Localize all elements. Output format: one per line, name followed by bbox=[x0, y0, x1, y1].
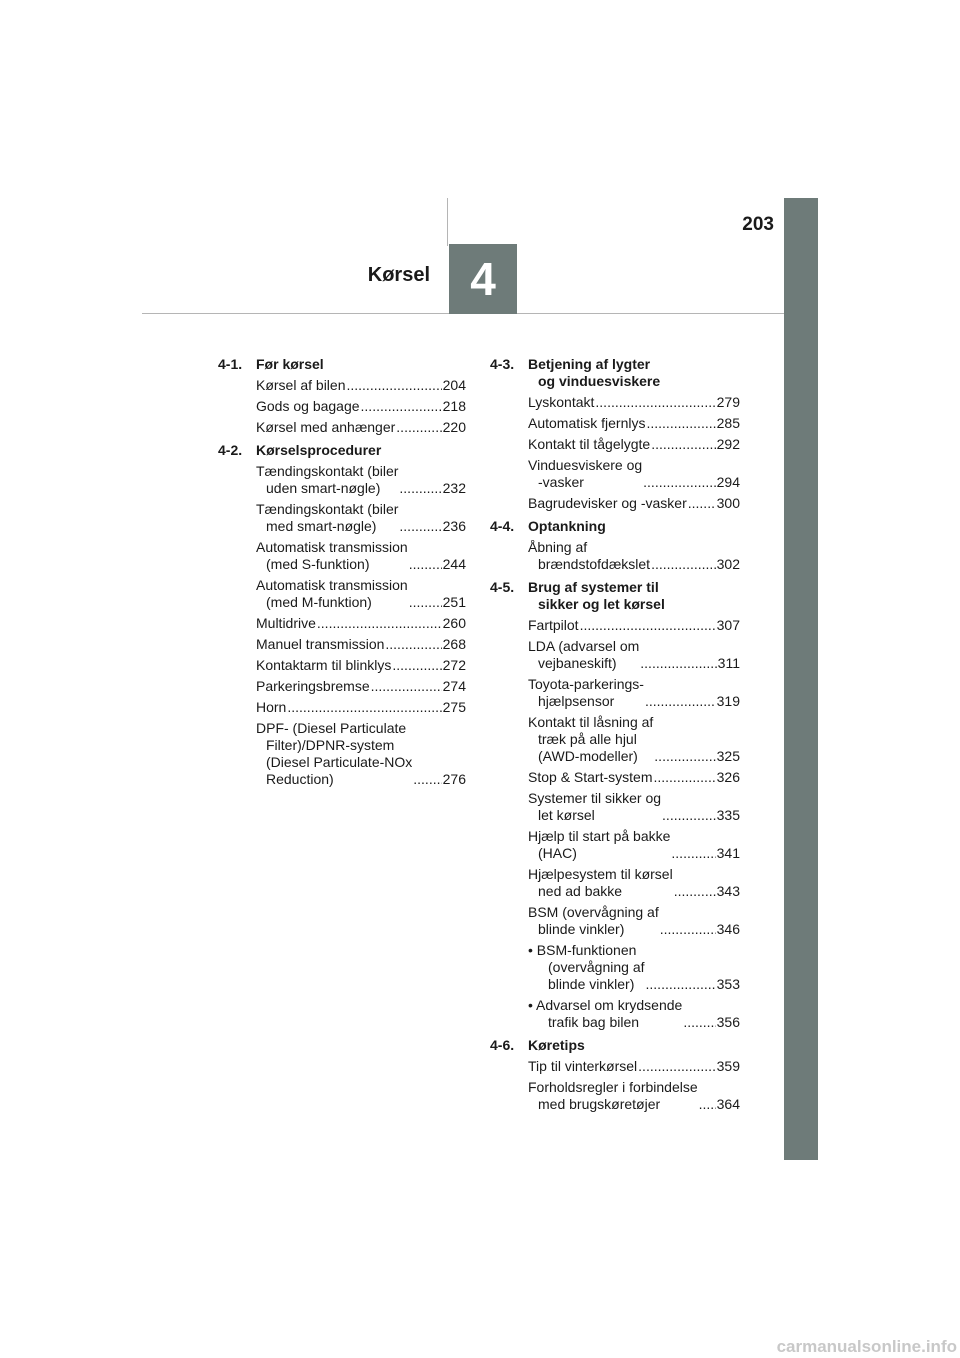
toc-section bbox=[218, 356, 466, 436]
dot-leader bbox=[645, 693, 716, 710]
toc-entry[interactable] bbox=[218, 657, 466, 674]
dot-leader bbox=[287, 699, 441, 716]
section-heading[interactable] bbox=[218, 442, 466, 459]
entry-title bbox=[256, 678, 370, 695]
toc-entry[interactable] bbox=[490, 769, 740, 786]
entry-title bbox=[528, 866, 673, 900]
entry-title bbox=[528, 714, 653, 765]
entry-title-line: Gods og bagage bbox=[256, 398, 360, 414]
chapter-number-box: 4 bbox=[449, 244, 517, 314]
entry-title-line: Forholdsregler i forbindelse bbox=[528, 1079, 698, 1095]
entry-page-number: 346 bbox=[716, 921, 740, 937]
section-title-line: og vinduesviskere bbox=[538, 373, 661, 389]
entry-title bbox=[528, 769, 652, 786]
dot-leader bbox=[413, 771, 441, 788]
entry-title bbox=[528, 942, 645, 993]
section-number: 4-6. bbox=[490, 1037, 515, 1053]
dot-leader bbox=[671, 845, 715, 862]
dot-leader bbox=[409, 556, 442, 573]
entry-page-number: 251 bbox=[442, 594, 466, 610]
entry-page-number: 268 bbox=[442, 636, 466, 652]
entry-title-line: BSM (overvågning af bbox=[528, 904, 659, 920]
entry-title-line: uden smart-nøgle) bbox=[266, 480, 381, 496]
entry-title-line: Stop & Start-system bbox=[528, 769, 653, 785]
dot-leader bbox=[595, 394, 715, 411]
dot-leader bbox=[674, 883, 716, 900]
entry-title bbox=[528, 617, 579, 634]
toc-right-column bbox=[490, 356, 740, 1119]
watermark: carmanualsonline.info bbox=[776, 1337, 957, 1356]
dot-leader bbox=[399, 480, 441, 497]
entry-page-number: 218 bbox=[442, 398, 466, 414]
entry-title-line: brændstofdækslet bbox=[538, 556, 651, 572]
entry-title bbox=[528, 415, 645, 432]
entry-page-number: 260 bbox=[442, 615, 466, 631]
entry-title-line: Reduction) bbox=[266, 771, 334, 787]
section-number: 4-2. bbox=[218, 442, 243, 458]
entry-title-line: (HAC) bbox=[538, 845, 577, 861]
toc-section bbox=[490, 1037, 740, 1113]
toc-entry[interactable] bbox=[490, 539, 740, 573]
dot-leader bbox=[346, 377, 441, 394]
entry-title bbox=[256, 377, 345, 394]
toc-entry[interactable] bbox=[218, 501, 466, 535]
section-title-line: Betjening af lygter bbox=[528, 356, 651, 372]
page-number: 203 bbox=[742, 214, 774, 235]
section-title bbox=[256, 356, 466, 373]
entry-title-line: Tændingskontakt (biler bbox=[256, 463, 399, 479]
dot-leader bbox=[646, 415, 715, 432]
entry-title-line: trafik bag bilen bbox=[548, 1014, 640, 1030]
entry-page-number: 294 bbox=[716, 474, 740, 490]
toc-left-column bbox=[218, 356, 466, 794]
dot-leader bbox=[399, 518, 441, 535]
entry-page-number: 292 bbox=[716, 436, 740, 452]
entry-page-number: 341 bbox=[716, 845, 740, 861]
entry-page-number: 276 bbox=[442, 771, 466, 787]
dot-leader bbox=[646, 976, 716, 993]
section-heading[interactable] bbox=[490, 518, 740, 535]
entry-page-number: 300 bbox=[716, 495, 740, 511]
toc-entry[interactable] bbox=[490, 1058, 740, 1075]
dot-leader bbox=[660, 921, 716, 938]
entry-page-number: 325 bbox=[716, 748, 740, 764]
toc-entry[interactable] bbox=[218, 678, 466, 695]
entry-page-number: 311 bbox=[717, 655, 740, 671]
entry-title-line: (AWD-modeller) bbox=[538, 748, 638, 764]
section-title-line: Kørselsprocedurer bbox=[256, 442, 382, 458]
entry-page-number: 275 bbox=[442, 699, 466, 715]
toc-entry[interactable] bbox=[490, 415, 740, 432]
section-title bbox=[528, 356, 740, 390]
toc-section bbox=[490, 579, 740, 1031]
toc-entry[interactable] bbox=[218, 463, 466, 497]
toc-entry[interactable] bbox=[218, 398, 466, 415]
section-heading[interactable] bbox=[218, 356, 466, 373]
entry-title-line: med brugskøretøjer bbox=[538, 1096, 661, 1112]
entry-title-line: (Diesel Particulate-NOx bbox=[266, 754, 413, 770]
header-vertical-rule bbox=[447, 198, 448, 246]
toc-entry[interactable] bbox=[490, 828, 740, 862]
dot-leader bbox=[361, 398, 442, 415]
entry-title bbox=[528, 539, 650, 573]
entry-title bbox=[256, 501, 398, 535]
entry-page-number: 220 bbox=[442, 419, 466, 435]
entry-page-number: 364 bbox=[716, 1096, 740, 1112]
entry-title bbox=[256, 636, 384, 653]
entry-page-number: 302 bbox=[716, 556, 740, 572]
entry-title bbox=[256, 463, 398, 497]
dot-leader bbox=[683, 1014, 715, 1031]
entry-title-line: Tændingskontakt (biler bbox=[256, 501, 399, 517]
toc-entry[interactable] bbox=[218, 577, 466, 611]
entry-title bbox=[528, 828, 670, 862]
entry-title-line: blinde vinkler) bbox=[538, 921, 625, 937]
entry-page-number: 307 bbox=[716, 617, 740, 633]
section-title-line: Før kørsel bbox=[256, 356, 324, 372]
entry-title bbox=[528, 495, 687, 512]
entry-title bbox=[256, 720, 412, 788]
entry-title-line: Vinduesviskere og bbox=[528, 457, 643, 473]
entry-title-line: DPF- (Diesel Particulate bbox=[256, 720, 407, 736]
entry-title bbox=[528, 457, 642, 491]
entry-title-line: • BSM-funktionen bbox=[528, 942, 637, 958]
chapter-title: Kørsel bbox=[367, 264, 430, 286]
entry-title-line: let kørsel bbox=[538, 807, 595, 823]
dot-leader bbox=[643, 474, 715, 491]
section-title-line: Køretips bbox=[528, 1037, 585, 1053]
dot-leader bbox=[396, 419, 441, 436]
entry-page-number: 335 bbox=[716, 807, 740, 823]
entry-title-line: Åbning af bbox=[528, 539, 588, 555]
dot-leader bbox=[653, 769, 715, 786]
entry-title bbox=[256, 699, 286, 716]
toc-entry[interactable] bbox=[218, 720, 466, 788]
toc-section bbox=[218, 442, 466, 788]
toc-entry[interactable] bbox=[218, 377, 466, 394]
dot-leader bbox=[638, 1058, 715, 1075]
section-title-line: Optankning bbox=[528, 518, 606, 534]
entry-title bbox=[528, 638, 639, 672]
entry-page-number: 356 bbox=[716, 1014, 740, 1030]
dot-leader bbox=[640, 655, 716, 672]
toc-entry[interactable] bbox=[218, 699, 466, 716]
section-title bbox=[528, 1037, 740, 1054]
toc-entry[interactable] bbox=[490, 790, 740, 824]
entry-page-number: 204 bbox=[442, 377, 466, 393]
section-title bbox=[528, 579, 740, 613]
entry-title-line: LDA (advarsel om bbox=[528, 638, 640, 654]
dot-leader bbox=[662, 807, 716, 824]
dot-leader bbox=[385, 636, 441, 653]
entry-title bbox=[256, 615, 316, 632]
entry-title bbox=[528, 394, 594, 411]
entry-title bbox=[528, 1058, 637, 1075]
toc-entry[interactable] bbox=[218, 539, 466, 573]
toc-entry[interactable] bbox=[490, 638, 740, 672]
entry-page-number: 359 bbox=[716, 1058, 740, 1074]
section-title bbox=[528, 518, 740, 535]
entry-title bbox=[256, 398, 360, 415]
entry-title-line: ned ad bakke bbox=[538, 883, 623, 899]
entry-title-line: Kontakt til tågelygte bbox=[528, 436, 651, 452]
toc-entry[interactable] bbox=[490, 997, 740, 1031]
entry-title-line: Kontakt til låsning af bbox=[528, 714, 654, 730]
toc-entry[interactable] bbox=[490, 457, 740, 491]
entry-title bbox=[528, 676, 644, 710]
entry-title-line: Hjælpesystem til kørsel bbox=[528, 866, 673, 882]
section-heading[interactable] bbox=[490, 356, 740, 390]
entry-title bbox=[256, 419, 395, 436]
dot-leader bbox=[371, 678, 442, 695]
section-number: 4-4. bbox=[490, 518, 515, 534]
entry-page-number: 236 bbox=[442, 518, 466, 534]
entry-page-number: 244 bbox=[442, 556, 466, 572]
entry-title-line: Bagrudevisker og -vasker bbox=[528, 495, 687, 511]
entry-title-line: Fartpilot bbox=[528, 617, 579, 633]
toc-entry[interactable] bbox=[490, 676, 740, 710]
entry-title-line: Multidrive bbox=[256, 615, 316, 631]
entry-title-line: hjælpsensor bbox=[538, 693, 615, 709]
entry-title bbox=[528, 790, 661, 824]
entry-title bbox=[528, 997, 682, 1031]
toc-entry[interactable] bbox=[218, 615, 466, 632]
section-title bbox=[256, 442, 466, 459]
entry-page-number: 353 bbox=[716, 976, 740, 992]
toc-section bbox=[490, 356, 740, 512]
entry-title bbox=[256, 657, 391, 674]
entry-page-number: 232 bbox=[442, 480, 466, 496]
entry-title-line: (med S-funktion) bbox=[266, 556, 370, 572]
entry-title-line: Lyskontakt bbox=[528, 394, 595, 410]
entry-title-line: Manuel transmission bbox=[256, 636, 385, 652]
entry-title-line: Parkeringsbremse bbox=[256, 678, 370, 694]
dot-leader bbox=[688, 495, 716, 512]
section-number: 4-5. bbox=[490, 579, 515, 595]
entry-title-line: Systemer til sikker og bbox=[528, 790, 662, 806]
section-title-line: sikker og let kørsel bbox=[538, 596, 665, 612]
entry-title-line: (med M-funktion) bbox=[266, 594, 372, 610]
entry-title-line: • Advarsel om krydsende bbox=[528, 997, 683, 1013]
dot-leader bbox=[580, 617, 716, 634]
entry-title bbox=[256, 577, 408, 611]
dot-leader bbox=[651, 556, 716, 573]
entry-title-line: Filter)/DPNR-system bbox=[266, 737, 395, 753]
dot-leader bbox=[699, 1096, 716, 1113]
toc-section bbox=[490, 518, 740, 573]
toc-entry[interactable] bbox=[490, 866, 740, 900]
toc-entry[interactable] bbox=[490, 495, 740, 512]
entry-page-number: 274 bbox=[442, 678, 466, 694]
toc-entry[interactable] bbox=[490, 942, 740, 993]
section-number: 4-1. bbox=[218, 356, 243, 372]
section-number: 4-3. bbox=[490, 356, 515, 372]
toc-entry[interactable] bbox=[490, 436, 740, 453]
entry-title bbox=[528, 436, 650, 453]
entry-title-line: Kørsel af bilen bbox=[256, 377, 346, 393]
entry-title bbox=[528, 904, 659, 938]
section-title-line: Brug af systemer til bbox=[528, 579, 659, 595]
dot-leader bbox=[651, 436, 715, 453]
entry-page-number: 326 bbox=[716, 769, 740, 785]
entry-title-line: træk på alle hjul bbox=[538, 731, 637, 747]
dot-leader bbox=[409, 594, 442, 611]
entry-title-line: Automatisk transmission bbox=[256, 539, 408, 555]
dot-leader bbox=[654, 748, 715, 765]
entry-title-line: -vasker bbox=[538, 474, 584, 490]
entry-title bbox=[528, 1079, 698, 1113]
entry-title-line: Toyota-parkerings- bbox=[528, 676, 644, 692]
toc-entry[interactable] bbox=[490, 1079, 740, 1113]
toc-entry[interactable] bbox=[218, 636, 466, 653]
entry-title-line: Kontaktarm til blinklys bbox=[256, 657, 392, 673]
dot-leader bbox=[317, 615, 442, 632]
toc-entry[interactable] bbox=[490, 394, 740, 411]
entry-title-line: Hjælp til start på bakke bbox=[528, 828, 671, 844]
entry-title-line: Tip til vinterkørsel bbox=[528, 1058, 638, 1074]
entry-title-line: (overvågning af bbox=[548, 959, 645, 975]
toc-entry[interactable] bbox=[490, 714, 740, 765]
toc-entry[interactable] bbox=[490, 904, 740, 938]
toc-entry[interactable] bbox=[218, 419, 466, 436]
entry-title-line: Automatisk fjernlys bbox=[528, 415, 646, 431]
entry-page-number: 272 bbox=[442, 657, 466, 673]
entry-title bbox=[256, 539, 408, 573]
section-heading[interactable] bbox=[490, 1037, 740, 1054]
chapter-side-tab bbox=[784, 198, 818, 1160]
entry-page-number: 279 bbox=[716, 394, 740, 410]
entry-title-line: Kørsel med anhænger bbox=[256, 419, 396, 435]
entry-title-line: med smart-nøgle) bbox=[266, 518, 377, 534]
dot-leader bbox=[392, 657, 441, 674]
section-heading[interactable] bbox=[490, 579, 740, 613]
entry-title-line: Horn bbox=[256, 699, 287, 715]
entry-title-line: Automatisk transmission bbox=[256, 577, 408, 593]
entry-page-number: 343 bbox=[716, 883, 740, 899]
entry-title-line: blinde vinkler) bbox=[548, 976, 635, 992]
entry-page-number: 319 bbox=[716, 693, 740, 709]
entry-page-number: 285 bbox=[716, 415, 740, 431]
entry-title-line: vejbaneskift) bbox=[538, 655, 617, 671]
toc-entry[interactable] bbox=[490, 617, 740, 634]
